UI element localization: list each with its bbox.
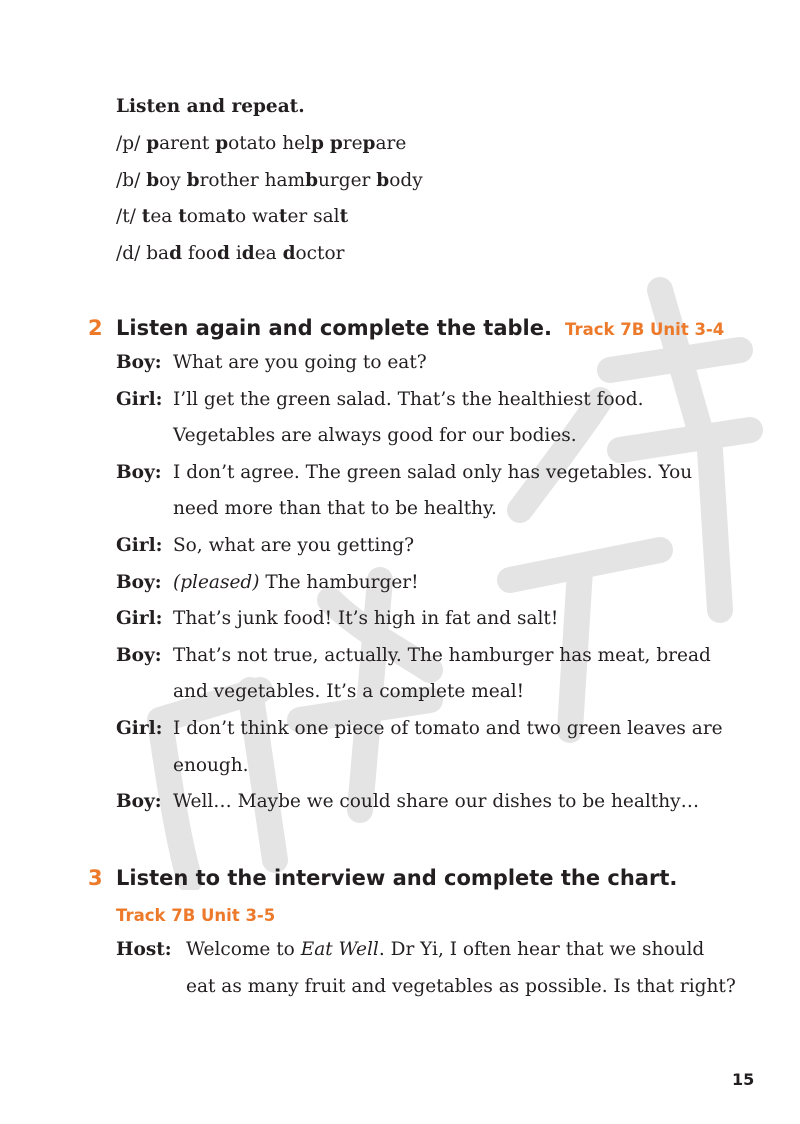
dialogue-line [173, 425, 577, 446]
phoneme-highlight: p [215, 133, 229, 154]
dialogue-text: need more than that to be healthy. [173, 498, 497, 520]
dialogue-line [173, 352, 427, 373]
dialogue-text: The hamburger! [259, 571, 419, 593]
dialogue-speaker: Girl: [116, 608, 163, 630]
phoneme-highlight: t [339, 206, 349, 227]
phoneme-word-text: ody [389, 170, 423, 191]
section-3-track: Track 7B Unit 3-5 [116, 906, 276, 925]
dialogue-speaker: Boy: [116, 791, 162, 813]
phoneme-highlight: p [329, 133, 343, 154]
dialogue-text: That’s junk food! It’s high in fat and salt! [173, 608, 559, 630]
host-text: Welcome to [186, 939, 301, 960]
phoneme-highlight: d [241, 243, 255, 264]
phoneme-symbol: /p/ [116, 133, 147, 154]
dialogue-text: What are you going to eat? [173, 352, 427, 373]
phoneme-highlight: d [169, 243, 183, 264]
dialogue-text: I don’t think one piece of tomato and two green leaves are [173, 718, 723, 739]
dialogue-line [173, 498, 497, 519]
phoneme-word-text: ea [150, 206, 179, 227]
phoneme-highlight: p [146, 133, 160, 154]
dialogue-line [173, 535, 414, 556]
phoneme-word-text: ea [254, 243, 283, 264]
phoneme-symbol: /b/ [116, 170, 147, 191]
section-3-title: Listen to the interview and complete the chart. [116, 866, 678, 890]
phoneme-highlight: t [226, 206, 235, 227]
phoneme-symbol: /t/ [116, 206, 142, 227]
dialogue-line [173, 389, 643, 410]
phoneme-word-text: foo [182, 243, 218, 264]
phoneme-highlight: t [178, 206, 187, 227]
phoneme-word-text: o wa [235, 206, 279, 227]
phoneme-word-text: er sal [287, 206, 340, 227]
host-text: . Dr Yi, I often hear that we should [378, 939, 705, 960]
phoneme-word-text: re [342, 133, 363, 154]
dialogue-speaker: Boy: [116, 461, 162, 483]
phoneme-highlight: b [186, 170, 200, 191]
host-speaker: Host: [116, 939, 172, 960]
dialogue-speaker: Girl: [116, 388, 163, 410]
phoneme-highlight: b [305, 170, 318, 191]
phoneme-highlight: b [376, 170, 390, 191]
dialogue-speaker: Girl: [116, 718, 163, 739]
section-3-number: 3 [88, 866, 103, 890]
phoneme-word-text: ba [146, 243, 170, 264]
dialogue-text: and vegetables. It’s a complete meal! [173, 681, 525, 703]
dialogue-text: enough. [173, 754, 249, 776]
phoneme-highlight: d [217, 243, 230, 264]
phoneme-line [116, 206, 348, 227]
dialogue-text: Well… Maybe we could share our dishes to be healthy… [173, 791, 700, 813]
stage-direction: (pleased) [173, 571, 260, 593]
dialogue-speaker: Girl: [116, 535, 163, 556]
phoneme-word-text: urger [318, 170, 377, 191]
phoneme-highlight: b [146, 170, 160, 191]
section-2-title: Listen again and complete the table. [116, 316, 552, 340]
dialogue-text: So, what are you getting? [173, 535, 415, 556]
dialogue-text: That’s not true, actually. The hamburger has meat, bread [173, 644, 711, 666]
dialogue-text: I’ll get the green salad. That’s the healthiest food. [173, 388, 644, 410]
dialogue-speaker: Boy: [116, 352, 162, 373]
phoneme-line [116, 170, 423, 191]
phoneme-symbol: /d/ [116, 243, 147, 264]
phoneme-line [116, 243, 344, 264]
phoneme-highlight: d [282, 243, 296, 264]
phoneme-word-text: i [229, 243, 242, 264]
dialogue-line [173, 791, 699, 812]
dialogue-line [173, 572, 419, 593]
dialogue-line [173, 681, 524, 702]
phoneme-line [116, 133, 406, 154]
phoneme-word-text: oy [159, 170, 187, 191]
host-line-1 [186, 939, 704, 960]
phoneme-highlight: p [362, 133, 376, 154]
dialogue-line [173, 608, 558, 629]
dialogue-text: I don’t agree. The green salad only has vegetables. You [173, 461, 693, 483]
phoneme-highlight: p [310, 133, 324, 154]
phoneme-word-text: arent [159, 133, 216, 154]
section-2-number: 2 [88, 316, 103, 340]
dialogue-line [173, 462, 692, 483]
dialogue-line [173, 645, 711, 666]
phoneme-word-text: are [375, 133, 407, 154]
phoneme-highlight: t [141, 206, 151, 227]
dialogue-line [173, 718, 723, 739]
phoneme-word-text: octor [295, 243, 345, 264]
page-number: 15 [732, 1070, 755, 1089]
show-title: Eat Well [300, 939, 379, 960]
host-line-2: eat as many fruit and vegetables as possible. Is that right? [186, 976, 736, 997]
phoneme-highlight: t [278, 206, 288, 227]
dialogue-text: Vegetables are always good for our bodies. [173, 425, 577, 447]
phoneme-word-text: otato hel [228, 133, 311, 154]
phoneme-word-text: oma [186, 206, 227, 227]
dialogue-speaker: Boy: [116, 571, 162, 593]
dialogue-speaker: Boy: [116, 644, 162, 666]
dialogue-line [173, 755, 249, 776]
section-2-track: Track 7B Unit 3-4 [565, 320, 725, 339]
repeat-heading: Listen and repeat. [116, 96, 305, 117]
phoneme-word-text: rother ham [199, 170, 306, 191]
